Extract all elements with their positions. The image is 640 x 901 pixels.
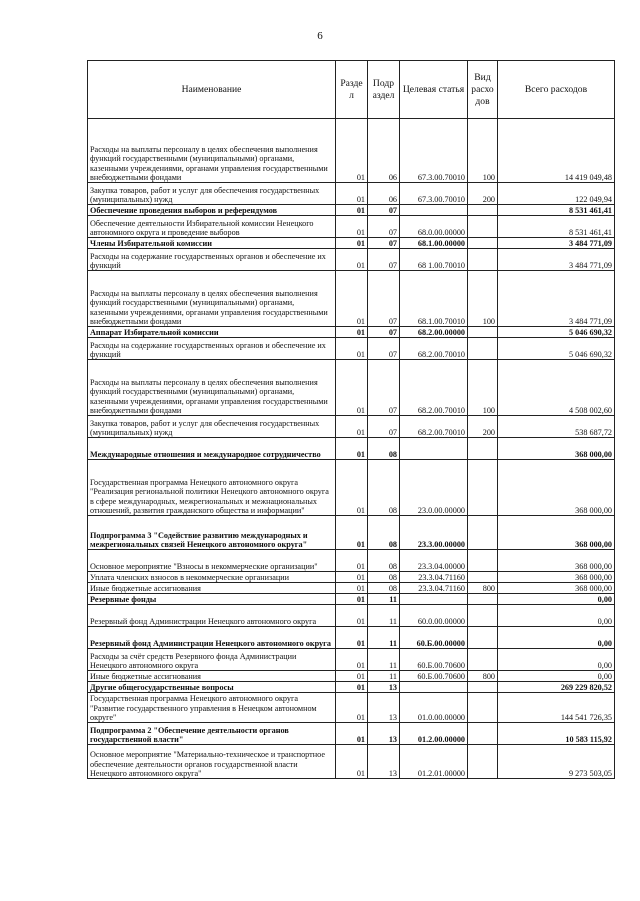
row-name: Расходы на выплаты персоналу в целях обеспечения выполнения функций государственными (муниципальными) органами, казенными учреждениями, органами управления государственными внебюджетными фондами [88,119,336,183]
row-vid [468,216,498,238]
row-total: 8 531 461,41 [498,216,615,238]
row-vid [468,605,498,627]
row-vid [468,572,498,583]
row-razdel: 01 [336,338,368,360]
table-row [88,338,615,360]
table-row [88,649,615,671]
row-tsel: 23.3.04.71160 [400,583,468,594]
row-tsel [400,205,468,216]
row-tsel: 23.0.00.00000 [400,460,468,516]
row-tsel: 68.0.00.00000 [400,216,468,238]
row-name: Иные бюджетные ассигнования [88,671,336,682]
row-tsel: 68.2.00.70010 [400,360,468,416]
row-vid [468,745,498,779]
row-razdel: 01 [336,238,368,249]
row-razdel: 01 [336,583,368,594]
row-vid: 100 [468,360,498,416]
row-razdel: 01 [336,682,368,693]
row-vid: 200 [468,183,498,205]
row-podrazdel: 07 [368,327,400,338]
row-tsel: 60.0.00.00000 [400,605,468,627]
row-total: 0,00 [498,649,615,671]
row-total: 0,00 [498,671,615,682]
row-vid [468,682,498,693]
table-row [88,605,615,627]
row-podrazdel: 08 [368,572,400,583]
row-vid [468,338,498,360]
row-vid: 100 [468,271,498,327]
row-razdel: 01 [336,723,368,745]
row-name: Расходы за счёт средств Резервного фонда Администрации Ненецкого автономного округа [88,649,336,671]
row-total: 0,00 [498,594,615,605]
table-row [88,594,615,605]
row-razdel: 01 [336,249,368,271]
row-razdel: 01 [336,693,368,723]
table-row [88,671,615,682]
row-name: Основное мероприятие "Взносы в некоммерческие организации" [88,550,336,572]
row-name: Резервный фонд Администрации Ненецкого автономного округа [88,627,336,649]
row-total: 9 273 503,05 [498,745,615,779]
row-vid [468,627,498,649]
row-name: Государственная программа Ненецкого автономного округа "Развитие государственного управления в Ненецком автономном округе" [88,693,336,723]
row-podrazdel: 07 [368,338,400,360]
row-name: Уплата членских взносов в некоммерческие организации [88,572,336,583]
row-total: 368 000,00 [498,438,615,460]
row-podrazdel: 07 [368,205,400,216]
row-razdel: 01 [336,205,368,216]
row-name: Обеспечение проведения выборов и референдумов [88,205,336,216]
budget-table [87,60,615,779]
row-razdel: 01 [336,360,368,416]
row-razdel: 01 [336,671,368,682]
table-row [88,460,615,516]
row-vid [468,594,498,605]
row-total: 368 000,00 [498,583,615,594]
table-row [88,516,615,550]
row-podrazdel: 11 [368,605,400,627]
row-razdel: 01 [336,119,368,183]
table-row [88,216,615,238]
row-podrazdel: 13 [368,693,400,723]
row-vid [468,438,498,460]
row-total: 122 049,94 [498,183,615,205]
row-razdel: 01 [336,594,368,605]
row-total: 10 583 115,92 [498,723,615,745]
header-name: Наименование [88,61,336,119]
row-razdel: 01 [336,745,368,779]
row-tsel: 68.2.00.70010 [400,338,468,360]
row-podrazdel: 08 [368,583,400,594]
row-total: 3 484 771,09 [498,271,615,327]
row-podrazdel: 11 [368,649,400,671]
row-podrazdel: 07 [368,360,400,416]
header-podrazdel: Подр аздел [368,61,400,119]
row-podrazdel: 07 [368,249,400,271]
row-vid [468,550,498,572]
row-tsel: 60.Б.00.00000 [400,627,468,649]
row-podrazdel: 11 [368,671,400,682]
table-row [88,360,615,416]
table-row [88,327,615,338]
header-total: Всего расходов [498,61,615,119]
table-body [88,119,615,779]
row-razdel: 01 [336,416,368,438]
row-name: Резервный фонд Администрации Ненецкого автономного округа [88,605,336,627]
row-vid [468,649,498,671]
row-razdel: 01 [336,516,368,550]
row-vid [468,516,498,550]
row-name: Подпрограмма 2 "Обеспечение деятельности органов государственной власти" [88,723,336,745]
row-tsel: 01.2.00.00000 [400,723,468,745]
row-podrazdel: 13 [368,745,400,779]
row-podrazdel: 11 [368,627,400,649]
row-name: Подпрограмма 3 "Содействие развитию международных и межрегиональных связей Ненецкого автономного округа" [88,516,336,550]
page-number: 6 [317,30,323,42]
row-podrazdel: 08 [368,516,400,550]
row-razdel: 01 [336,183,368,205]
row-name: Закупка товаров, работ и услуг для обеспечения государственных (муниципальных) нужд [88,183,336,205]
row-name: Расходы на выплаты персоналу в целях обеспечения выполнения функций государственными (муниципальными) органами, казенными учреждениями, органами управления государственными внебюджетными фондами [88,271,336,327]
table-row [88,238,615,249]
row-tsel: 68.1.00.70010 [400,271,468,327]
row-tsel: 23.3.04.00000 [400,550,468,572]
row-tsel [400,682,468,693]
table-row [88,550,615,572]
row-tsel: 67.3.00.70010 [400,183,468,205]
row-tsel: 68.1.00.00000 [400,238,468,249]
row-podrazdel: 08 [368,550,400,572]
row-tsel: 68.2.00.70010 [400,416,468,438]
row-tsel: 67.3.00.70010 [400,119,468,183]
row-total: 8 531 461,41 [498,205,615,216]
row-total: 368 000,00 [498,516,615,550]
row-total: 5 046 690,32 [498,327,615,338]
table-row [88,119,615,183]
row-podrazdel: 08 [368,438,400,460]
row-razdel: 01 [336,605,368,627]
row-name: Государственная программа Ненецкого автономного округа "Реализация региональной политики Ненецкого автономного округа в сфере международных, межрегиональных и межнациональных отношений, развития гражданского общества и информации" [88,460,336,516]
row-podrazdel: 07 [368,216,400,238]
row-razdel: 01 [336,649,368,671]
row-vid [468,460,498,516]
row-total: 368 000,00 [498,460,615,516]
row-tsel: 23.3.00.00000 [400,516,468,550]
row-total: 3 484 771,09 [498,249,615,271]
row-name: Резервные фонды [88,594,336,605]
row-tsel: 23.3.04.71160 [400,572,468,583]
row-name: Расходы на выплаты персоналу в целях обеспечения выполнения функций государственными (муниципальными) органами, казенными учреждениями, органами управления государственными внебюджетными фондами [88,360,336,416]
table-row [88,416,615,438]
row-name: Члены Избирательной комиссии [88,238,336,249]
row-razdel: 01 [336,627,368,649]
row-tsel [400,438,468,460]
row-vid [468,693,498,723]
row-total: 269 229 820,52 [498,682,615,693]
row-podrazdel: 07 [368,238,400,249]
row-razdel: 01 [336,327,368,338]
row-vid: 100 [468,119,498,183]
row-podrazdel: 08 [368,460,400,516]
row-name: Основное мероприятие "Материально-техническое и транспортное обеспечение деятельности органов государственной власти Ненецкого автономного округа" [88,745,336,779]
row-tsel: 01.2.01.00000 [400,745,468,779]
row-podrazdel: 13 [368,723,400,745]
row-name: Международные отношения и международное сотрудничество [88,438,336,460]
row-name: Аппарат Избирательной комиссии [88,327,336,338]
table-row [88,583,615,594]
row-tsel: 68 1.00.70010 [400,249,468,271]
table-row [88,572,615,583]
row-vid: 800 [468,671,498,682]
row-tsel [400,594,468,605]
row-tsel: 68.2.00.00000 [400,327,468,338]
row-name: Закупка товаров, работ и услуг для обеспечения государственных (муниципальных) нужд [88,416,336,438]
table-row [88,745,615,779]
row-vid [468,205,498,216]
row-vid [468,238,498,249]
header-vid: Вид расхо дов [468,61,498,119]
row-razdel: 01 [336,216,368,238]
row-total: 144 541 726,35 [498,693,615,723]
table-row [88,682,615,693]
table-row [88,183,615,205]
row-vid: 800 [468,583,498,594]
row-vid [468,723,498,745]
row-name: Иные бюджетные ассигнования [88,583,336,594]
row-razdel: 01 [336,550,368,572]
table-row [88,205,615,216]
row-total: 538 687,72 [498,416,615,438]
row-total: 0,00 [498,627,615,649]
row-name: Расходы на содержание государственных органов и обеспечение их функций [88,338,336,360]
table-row [88,627,615,649]
table-row [88,271,615,327]
header-row [88,61,615,119]
row-vid [468,327,498,338]
row-total: 0,00 [498,605,615,627]
header-razdel: Разде л [336,61,368,119]
row-tsel: 60.Б.00.70600 [400,649,468,671]
row-name: Расходы на содержание государственных органов и обеспечение их функций [88,249,336,271]
row-total: 14 419 049,48 [498,119,615,183]
row-tsel: 01.0.00.00000 [400,693,468,723]
table-row [88,693,615,723]
row-razdel: 01 [336,438,368,460]
row-vid [468,249,498,271]
header-tsel: Целевая статья [400,61,468,119]
table-row [88,723,615,745]
row-razdel: 01 [336,460,368,516]
row-podrazdel: 07 [368,271,400,327]
table-row [88,438,615,460]
row-vid: 200 [468,416,498,438]
row-podrazdel: 06 [368,119,400,183]
row-podrazdel: 11 [368,594,400,605]
row-razdel: 01 [336,271,368,327]
row-total: 368 000,00 [498,572,615,583]
row-name: Другие общегосударственные вопросы [88,682,336,693]
row-total: 3 484 771,09 [498,238,615,249]
row-total: 368 000,00 [498,550,615,572]
row-razdel: 01 [336,572,368,583]
row-name: Обеспечение деятельности Избирательной комиссии Ненецкого автономного округа и проведение выборов [88,216,336,238]
table-row [88,249,615,271]
row-total: 4 508 002,60 [498,360,615,416]
row-tsel: 60.Б.00.70600 [400,671,468,682]
row-podrazdel: 13 [368,682,400,693]
row-podrazdel: 06 [368,183,400,205]
row-podrazdel: 07 [368,416,400,438]
row-total: 5 046 690,32 [498,338,615,360]
